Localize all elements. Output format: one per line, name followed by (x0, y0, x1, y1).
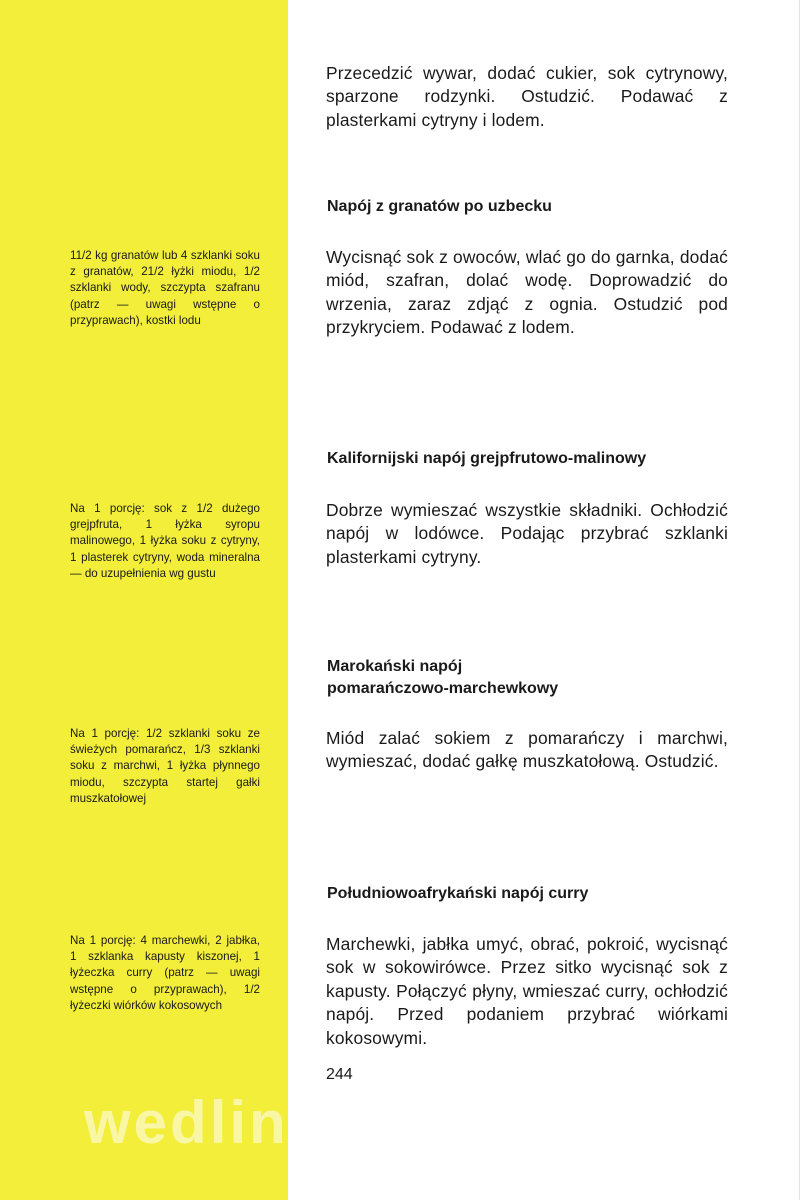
recipe-title-moroccan (327, 656, 747, 700)
recipe-instructions-south-african: Marchewki, jabłka umyć, obrać, pokroić, wycisnąć sok w sokowirówce. Przez sitko wycisnąć sok z kapusty. Połączyć płyny, wmieszać curry, ochłodzić napój. Przed podaniem przybrać wiórkami kokosowymi. (326, 934, 728, 1048)
recipe-title-moroccan-line1: Marokański napój (327, 658, 463, 675)
recipe-title-moroccan-line2: pomarańczowo-marchewkowy (327, 680, 559, 697)
recipe-instructions-moroccan: Miód zalać sokiem z pomarańczy i marchwi, wymieszać, dodać gałkę muszkatołową. Ostudzić. (326, 728, 728, 772)
page-edge-divider (799, 0, 800, 1200)
recipe-title-uzbek: Napój z granatów po uzbecku (327, 198, 552, 215)
recipe-ingredients-south-african: Na 1 porcję: 4 marchewki, 2 jabłka, 1 szklanka kapusty kiszonej, 1 łyżeczka curry (patrz — uwagi wstępne o przyprawach), 1/2 łyżeczki wiórków kokosowych (70, 934, 260, 1012)
recipe-instructions-californian: Dobrze wymieszać wszystkie składniki. Ochłodzić napój w lodówce. Podając przybrać szklanki plasterkami cytryny. (326, 500, 728, 567)
page-number: 244 (326, 1066, 353, 1083)
recipe-ingredients-californian: Na 1 porcję: sok z 1/2 dużego grejpfruta, 1 łyżka syropu malinowego, 1 łyżka soku z cytryny, 1 plasterek cytryny, woda mineralna — do uzupełnienia wg gustu (70, 502, 260, 580)
recipe-instructions-uzbek: Wycisnąć sok z owoców, wlać go do garnka, dodać miód, szafran, dolać wodę. Doprowadzić do wrzenia, zaraz zdjąć z ognia. Ostudzić pod przykryciem. Podawać z lodem. (326, 247, 728, 338)
recipe-title-south-african: Południowoafrykański napój curry (327, 885, 589, 902)
recipe-ingredients-uzbek: 11/2 kg granatów lub 4 szklanki soku z granatów, 21/2 łyżki miodu, 1/2 szklanki wody, szczypta szafranu (patrz — uwagi wstępne o przyprawach), kostki lodu (70, 249, 260, 327)
watermark: wedlinydomowe.pl (84, 1089, 666, 1156)
ingredients-sidebar (0, 0, 288, 1200)
intro-instructions: Przecedzić wywar, dodać cukier, sok cytrynowy, sparzone rodzynki. Ostudzić. Podawać z plasterkami cytryny i lodem. (326, 63, 728, 130)
recipe-ingredients-moroccan: Na 1 porcję: 1/2 szklanki soku ze świeżych pomarańcz, 1/3 szklanki soku z marchwi, 1 łyżka płynnego miodu, szczypta startej gałki muszkatołowej (70, 727, 260, 805)
recipe-title-californian: Kalifornijski napój grejpfrutowo-malinowy (327, 450, 647, 467)
